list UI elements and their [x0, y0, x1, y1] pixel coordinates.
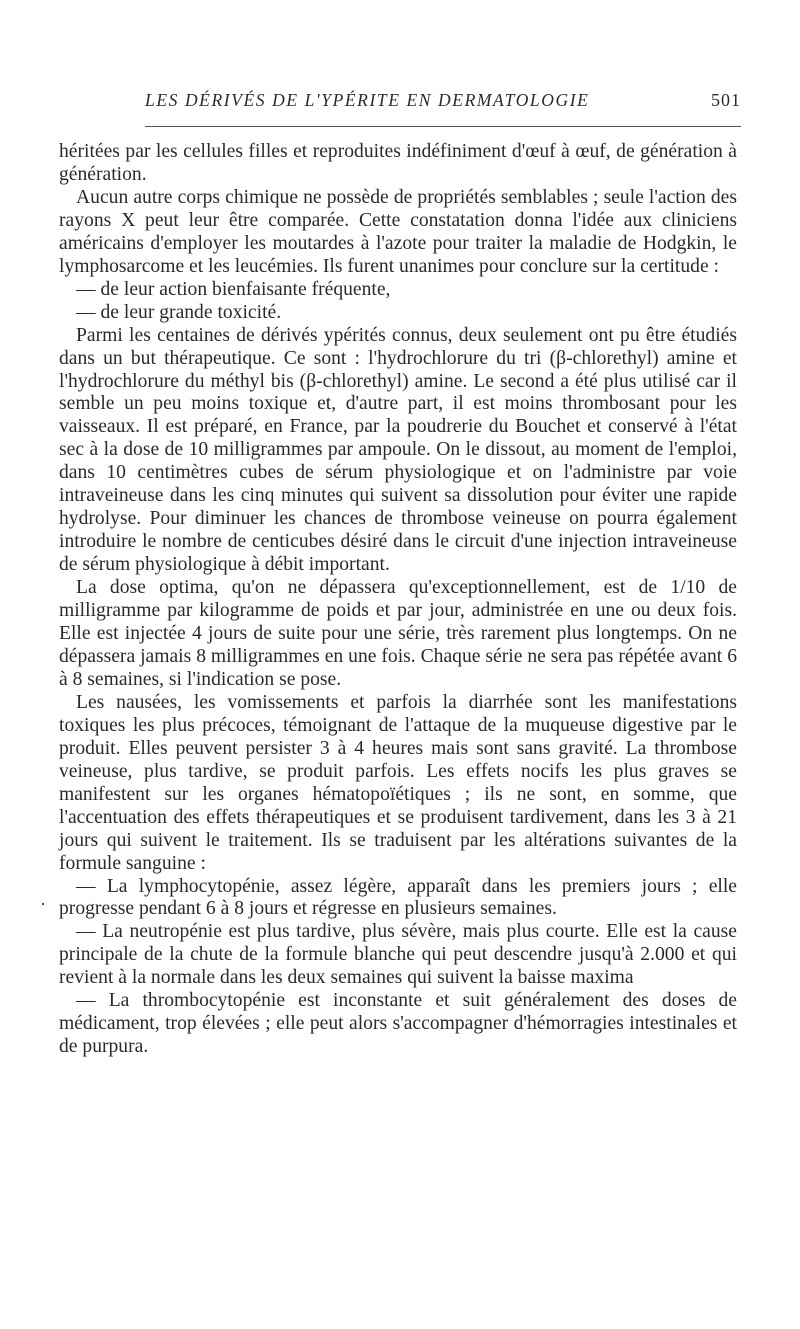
header-rule: [145, 126, 741, 127]
paragraph-dose: La dose optima, qu'on ne dépassera qu'exceptionnellement, est de 1/10 de milligramme par kilogramme de poids et par jour, administrée en une ou deux fois. Elle est injectée 4 jours de suite pour une série, très rarement plus longtemps. On ne dépassera jamais 8 milligrammes en une fois. Chaque série ne sera pas répétée avant 6 à 8 semaines, si l'indication se pose.: [59, 577, 737, 690]
body-text: [59, 141, 737, 1059]
list-item-lymphocytopenie: — La lymphocytopénie, assez légère, apparaît dans les premiers jours ; elle progresse pendant 6 à 8 jours et régresse en plusieurs semaines.: [59, 875, 737, 920]
page-number: 501: [711, 90, 741, 110]
margin-mark: ·: [40, 894, 46, 914]
paragraph-aucun-autre: Aucun autre corps chimique ne possède de propriétés semblables ; seule l'action des rayons X peut leur être comparée. Cette constatation donna l'idée aux cliniciens américains d'employer les moutardes à l'azote pour traiter la maladie de Hodgkin, le lymphosarcome et les leucémies. Ils furent unanimes pour conclure sur la certitude :: [59, 186, 737, 277]
list-item-thrombocytopenie: — La thrombocytopénie est inconstante et suit généralement des doses de médicament, trop élevées ; elle peut alors s'accompagner d'hémorragies intestinales et de purpura.: [59, 990, 737, 1058]
running-header: [145, 90, 741, 118]
paragraph-parmi: Parmi les centaines de dérivés ypérités connus, deux seulement ont pu être étudiés dans un but thérapeutique. Ce sont : l'hydrochlorure du tri (β-chlorethyl) amine et l'hydrochlorure du méthyl bis (β-chlorethyl) amine. Le second a été plus utilisé car il semble un peu moins toxique et, d'autre part, il est moins thrombosant pour les vaisseaux. Il est préparé, en France, par la poudrerie du Bouchet et conservé à l'état sec à la dose de 10 milligrammes par ampoule. On le dissout, au moment de l'emploi, dans 10 centimètres cubes de sérum physiologique et on l'administre par voie intraveineuse dans les cinq minutes qui suivent sa dissolution pour éviter une rapide hydrolyse. Pour diminuer les chances de thrombose veineuse on pourra également introduire le nombre de centicubes désiré dans le circuit d'une injection intraveineuse de sérum physiologique à débit important.: [59, 324, 737, 576]
list-item-toxicite: — de leur grande toxicité.: [76, 301, 282, 323]
paragraph-nausees: Les nausées, les vomissements et parfois la diarrhée sont les manifestations toxiques les plus précoces, témoignant de l'attaque de la muqueuse digestive par le produit. Elles peuvent persister 3 à 4 heures mais sont sans gravité. La thrombose veineuse, plus tardive, se produit parfois. Les effets nocifs les plus graves se manifestent sur les organes hématopoïétiques ; ils ne sont, en somme, que l'accentuation des effets thérapeutiques et se produisent tardivement, dans les 3 à 21 jours qui suivent le traitement. Ils se traduisent par les altérations suivantes de la formule sanguine :: [59, 691, 737, 874]
list-item-neutropenie: — La neutropénie est plus tardive, plus sévère, mais plus courte. Elle est la cause principale de la chute de la formule blanche qui peut descendre jusqu'à 2.000 et qui revient à la normale dans les deux semaines qui suivent la baisse maxima: [59, 921, 737, 989]
paragraph-continuation: héritées par les cellules filles et reproduites indéfiniment d'œuf à œuf, de génération à génération.: [59, 141, 737, 185]
running-title: LES DÉRIVÉS DE L'YPÉRITE EN DERMATOLOGIE: [145, 90, 590, 110]
list-item-action: — de leur action bienfaisante fréquente,: [76, 278, 391, 300]
